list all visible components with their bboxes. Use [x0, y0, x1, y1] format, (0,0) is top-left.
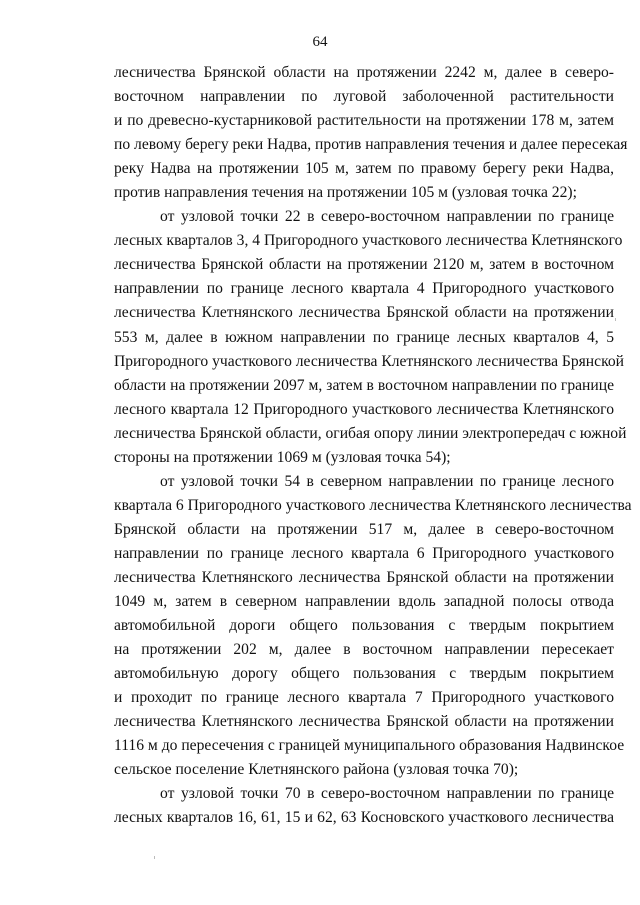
text-line: области на протяжении 2097 м, затем в восточном направлении по границе — [114, 376, 614, 394]
text-line: лесных кварталов 16, 61, 15 и 62, 63 Косновского участкового лесничества — [114, 809, 614, 827]
text-line: Пригородного участкового лесничества Клетнянского лесничества Брянской — [114, 352, 625, 370]
text-line: восточном направлении по луговой заболоченной растительности — [114, 88, 614, 106]
text-line: лесничества Брянской области на протяжении 2120 м, затем в восточном — [114, 256, 614, 274]
text-line: на протяжении 202 м, далее в восточном направлении пересекает — [114, 641, 614, 659]
text-line: реку Надва на протяжении 105 м, затем по правому берегу реки Надва, — [114, 160, 614, 178]
paragraph-first-line: от узловой точки 54 в северном направлении по границе лесного — [160, 472, 614, 490]
text-line: лесничества Брянской области на протяжении 2242 м, далее в северо- — [114, 64, 614, 81]
text-line: лесного квартала 12 Пригородного участкового лесничества Клетнянского — [114, 400, 614, 418]
text-line: против направления течения на протяжении 105 м (узловая точка 22); — [114, 184, 577, 202]
scan-speck — [154, 856, 155, 859]
page-number: 64 — [312, 34, 328, 50]
document-body — [114, 61, 632, 831]
text-line: лесничества Клетнянского лесничества Брянской области на протяжении — [114, 713, 614, 731]
text-line: 1116 м до пересечения с границей муниципального образования Надвинское — [114, 737, 625, 755]
text-line: лесных кварталов 3, 4 Пригородного участкового лесничества Клетнянского — [114, 232, 623, 250]
text-line: сельское поселение Клетнянского района (узловая точка 70); — [114, 761, 519, 779]
scan-speck — [615, 318, 616, 321]
paragraph-first-line: от узловой точки 22 в северо-восточном направлении по границе — [160, 208, 614, 226]
text-line: 553 м, далее в южном направлении по границе лесных кварталов 4, 5 — [114, 328, 614, 346]
text-line: и проходит по границе лесного квартала 7 Пригородного участкового — [114, 689, 614, 707]
text-line: автомобильную дорогу общего пользования с твердым покрытием — [114, 665, 614, 683]
text-line: квартала 6 Пригородного участкового лесничества Клетнянского лесничества — [114, 496, 632, 514]
text-line: по левому берегу реки Надва, против направления течения и далее пересекая — [114, 136, 628, 154]
text-line: лесничества Клетнянского лесничества Брянской области на протяжении — [114, 568, 614, 586]
text-line: лесничества Брянской области, огибая опору линии электропередач с южной — [114, 424, 627, 442]
text-line: направлении по границе лесного квартала 4 Пригородного участкового — [114, 280, 614, 298]
text-line: направлении по границе лесного квартала 6 Пригородного участкового — [114, 544, 614, 562]
text-line: лесничества Клетнянского лесничества Брянской области на протяжении — [114, 304, 614, 322]
text-line: и по древесно-кустарниковой растительности на протяжении 178 м, затем — [114, 112, 614, 130]
text-line: Брянской области на протяжении 517 м, далее в северо-восточном — [114, 520, 614, 538]
text-line: автомобильной дороги общего пользования с твердым покрытием — [114, 617, 614, 635]
paragraph-first-line: от узловой точки 70 в северо-восточном направлении по границе — [160, 785, 614, 803]
text-line: стороны на протяжении 1069 м (узловая точка 54); — [114, 448, 451, 466]
text-line: 1049 м, затем в северном направлении вдоль западной полосы отвода — [114, 593, 614, 611]
